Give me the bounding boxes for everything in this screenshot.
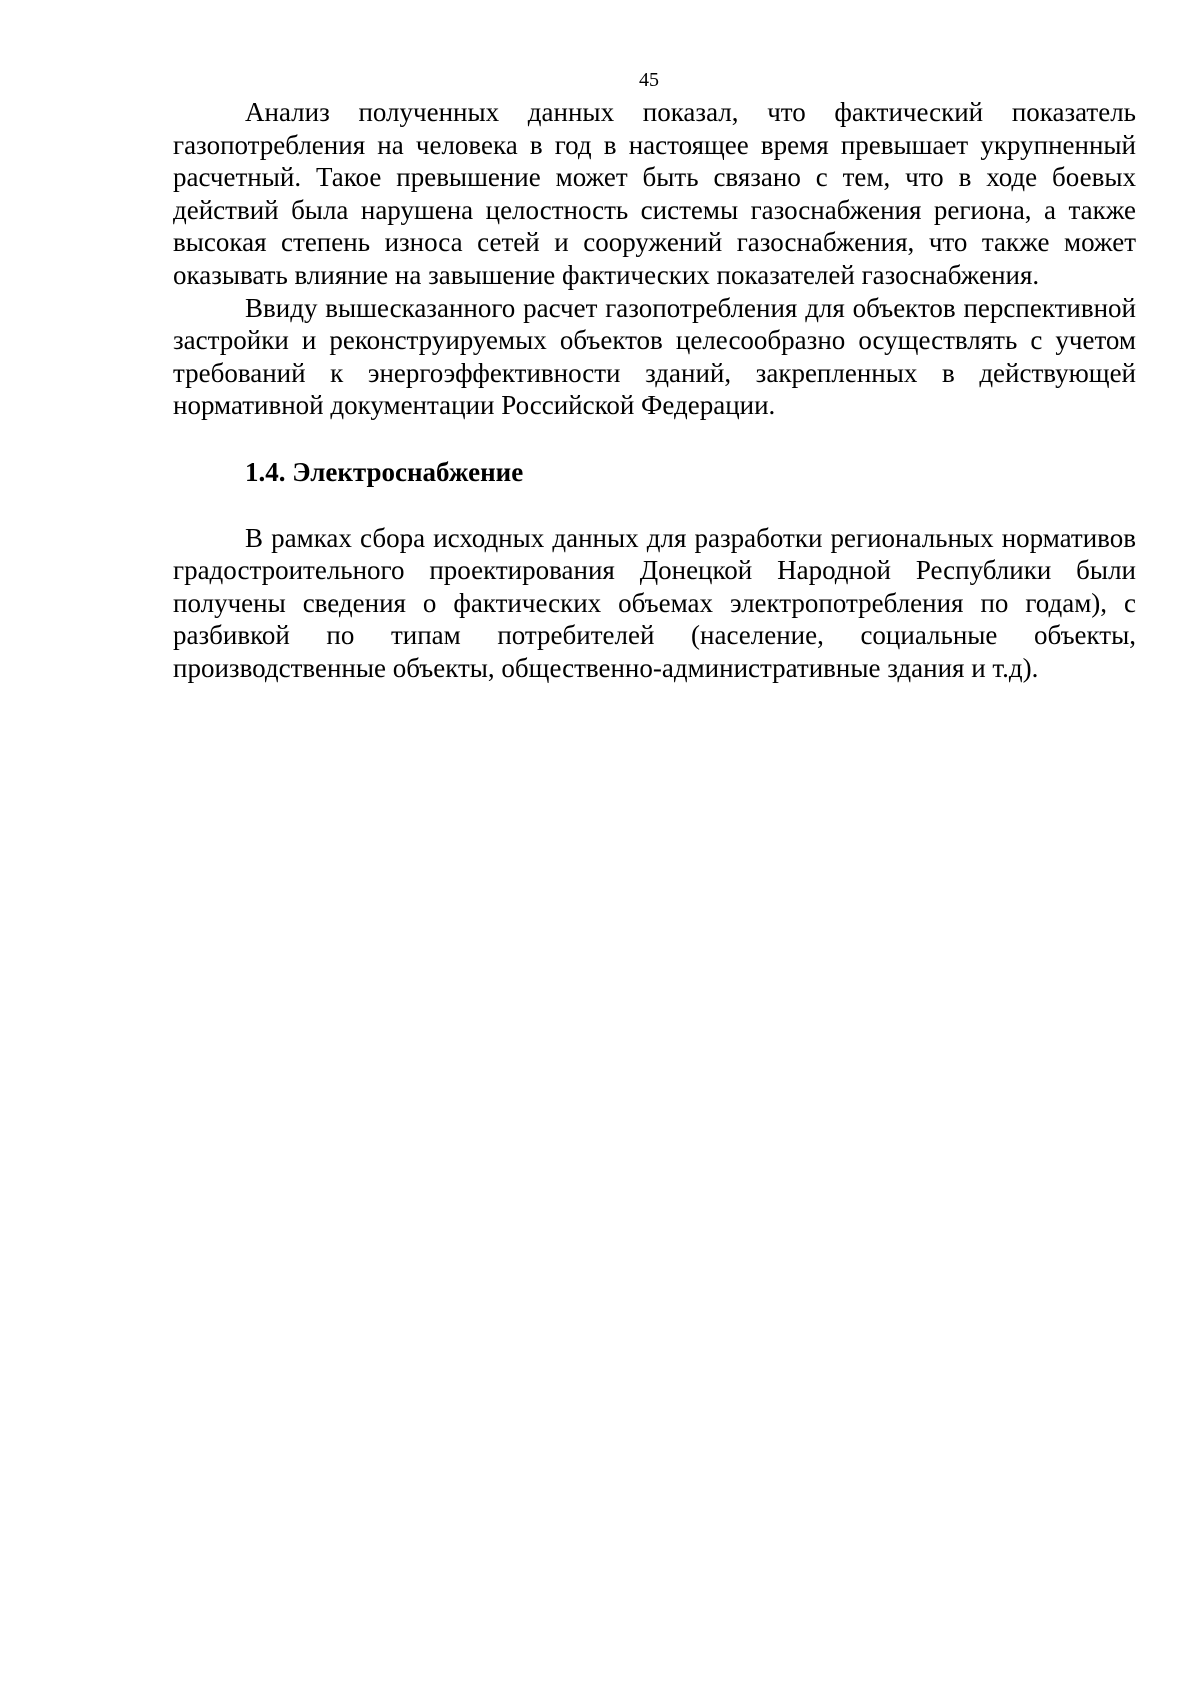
paragraph-gas-recommendation: Ввиду вышесказанного расчет газопотребления для объектов перспективной застройки и реконструируемых объектов целесообразно осуществлять с учетом требований к энергоэффективности зданий, закрепленных в действующей нормативной документации Российской Федерации. <box>173 292 1136 421</box>
page-number: 45 <box>639 69 659 91</box>
paragraph-gas-analysis: Анализ полученных данных показал, что фактический показатель газопотребления на человека в год в настоящее время превышает укрупненный расчетный. Такое превышение может быть связано с тем, что в ходе боевых действий была нарушена целостность системы газоснабжения региона, а также высокая степень износа сетей и сооружений газоснабжения, что также может оказывать влияние на завышение фактических показателей газоснабжения. <box>173 97 1136 290</box>
page-content <box>173 96 1136 685</box>
section-heading: 1.4. Электроснабжение <box>245 456 524 487</box>
paragraph-electricity: В рамках сбора исходных данных для разработки региональных нормативов градостроительного проектирования Донецкой Народной Республики были получены сведения о фактических объемах электропотребления по годам), с разбивкой по типам потребителей (население, социальные объекты, производственные объекты, общественно-административные здания и т.д). <box>173 522 1136 683</box>
